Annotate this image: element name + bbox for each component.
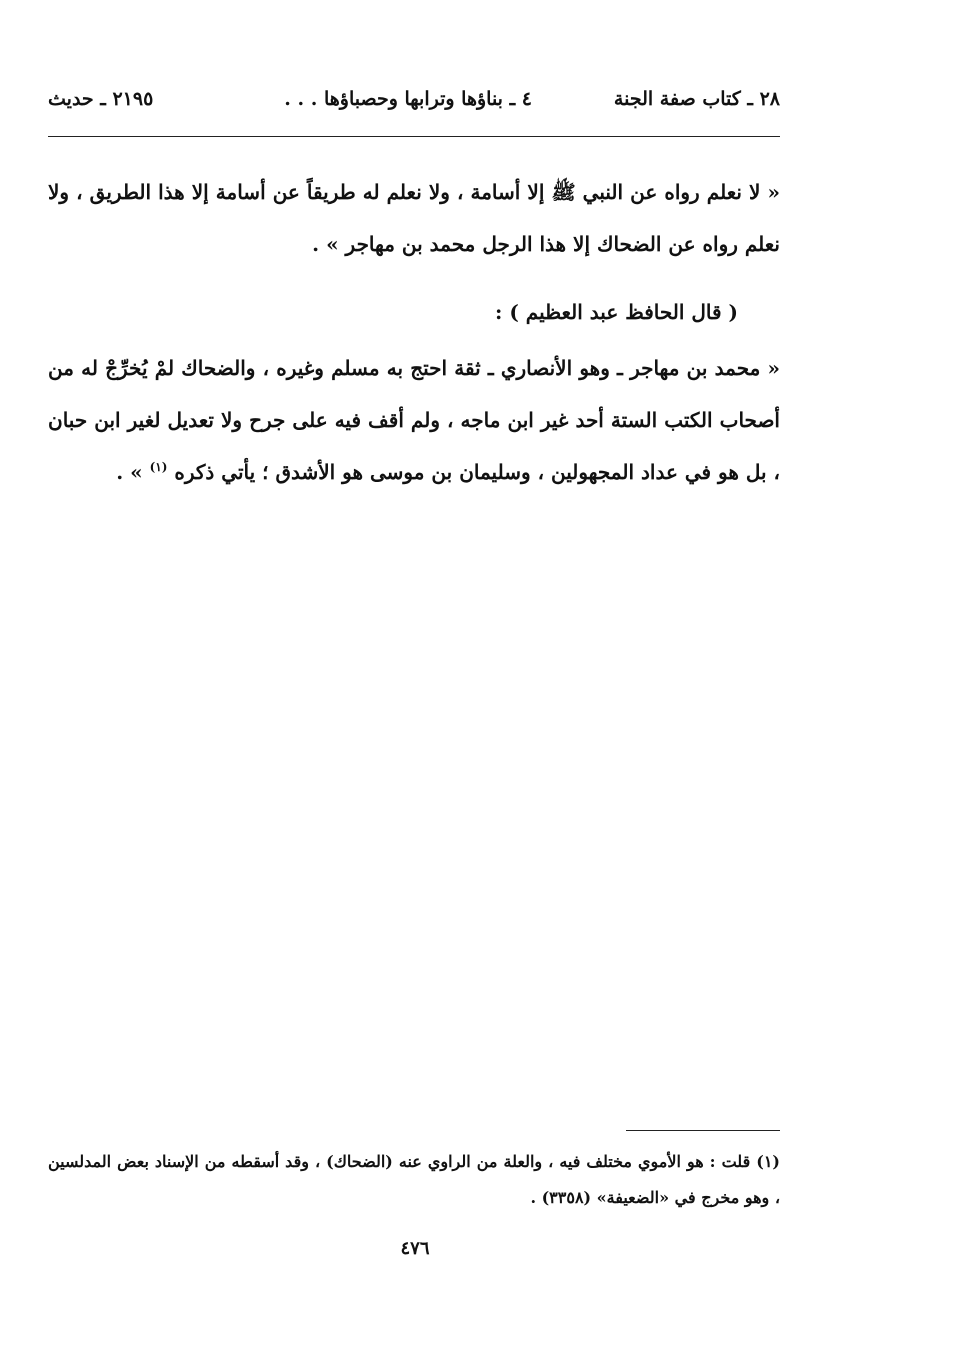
running-header	[48, 88, 780, 118]
footnote-divider	[626, 1130, 780, 1131]
footnote-reference: (١)	[149, 460, 168, 474]
paragraph-quote-2-end: » .	[116, 460, 150, 484]
paragraph-quote-2	[48, 342, 780, 498]
speaker-heading: ( قال الحافظ عبد العظيم ) :	[495, 300, 738, 324]
header-divider	[48, 136, 780, 137]
page-number: ٤٧٦	[400, 1238, 430, 1259]
chapter-title: ٢٨ ـ كتاب صفة الجنة	[613, 88, 780, 110]
section-title: ٤ ـ بناؤها وترابها وحصباؤها . . .	[284, 88, 532, 110]
paragraph-quote-2-text: « محمد بن مهاجر ـ وهو الأنصاري ـ ثقة احتج به مسلم وغيره ، والضحاك لمْ يُخرِّجْ له من أصحاب الكتب الستة أحد غير ابن ماجه ، ولم أقف فيه على جرح ولا تعديل لغير ابن حبان ، بل هو في عداد المجهولين ، وسليمان بن موسى هو الأشدق ؛ يأتي ذكره	[48, 356, 780, 484]
main-text	[48, 166, 780, 514]
paragraph-quote-1: « لا نعلم رواه عن النبي ﷺ إلا أسامة ، ولا نعلم له طريقاً عن أسامة إلا هذا الطريق ، ولا نعلم رواه عن الضحاك إلا هذا الرجل محمد بن مهاجر » .	[48, 180, 780, 256]
footnote: (١) قلت : هو الأموي مختلف فيه ، والعلة من الراوي عنه (الضحاك) ، وقد أسقطه من الإسناد بعض المدلسين ، وهو مخرج في «الضعيفة» (٣٣٥٨) .	[48, 1152, 780, 1207]
hadith-number: ٢١٩٥ ـ حديث	[48, 88, 154, 110]
